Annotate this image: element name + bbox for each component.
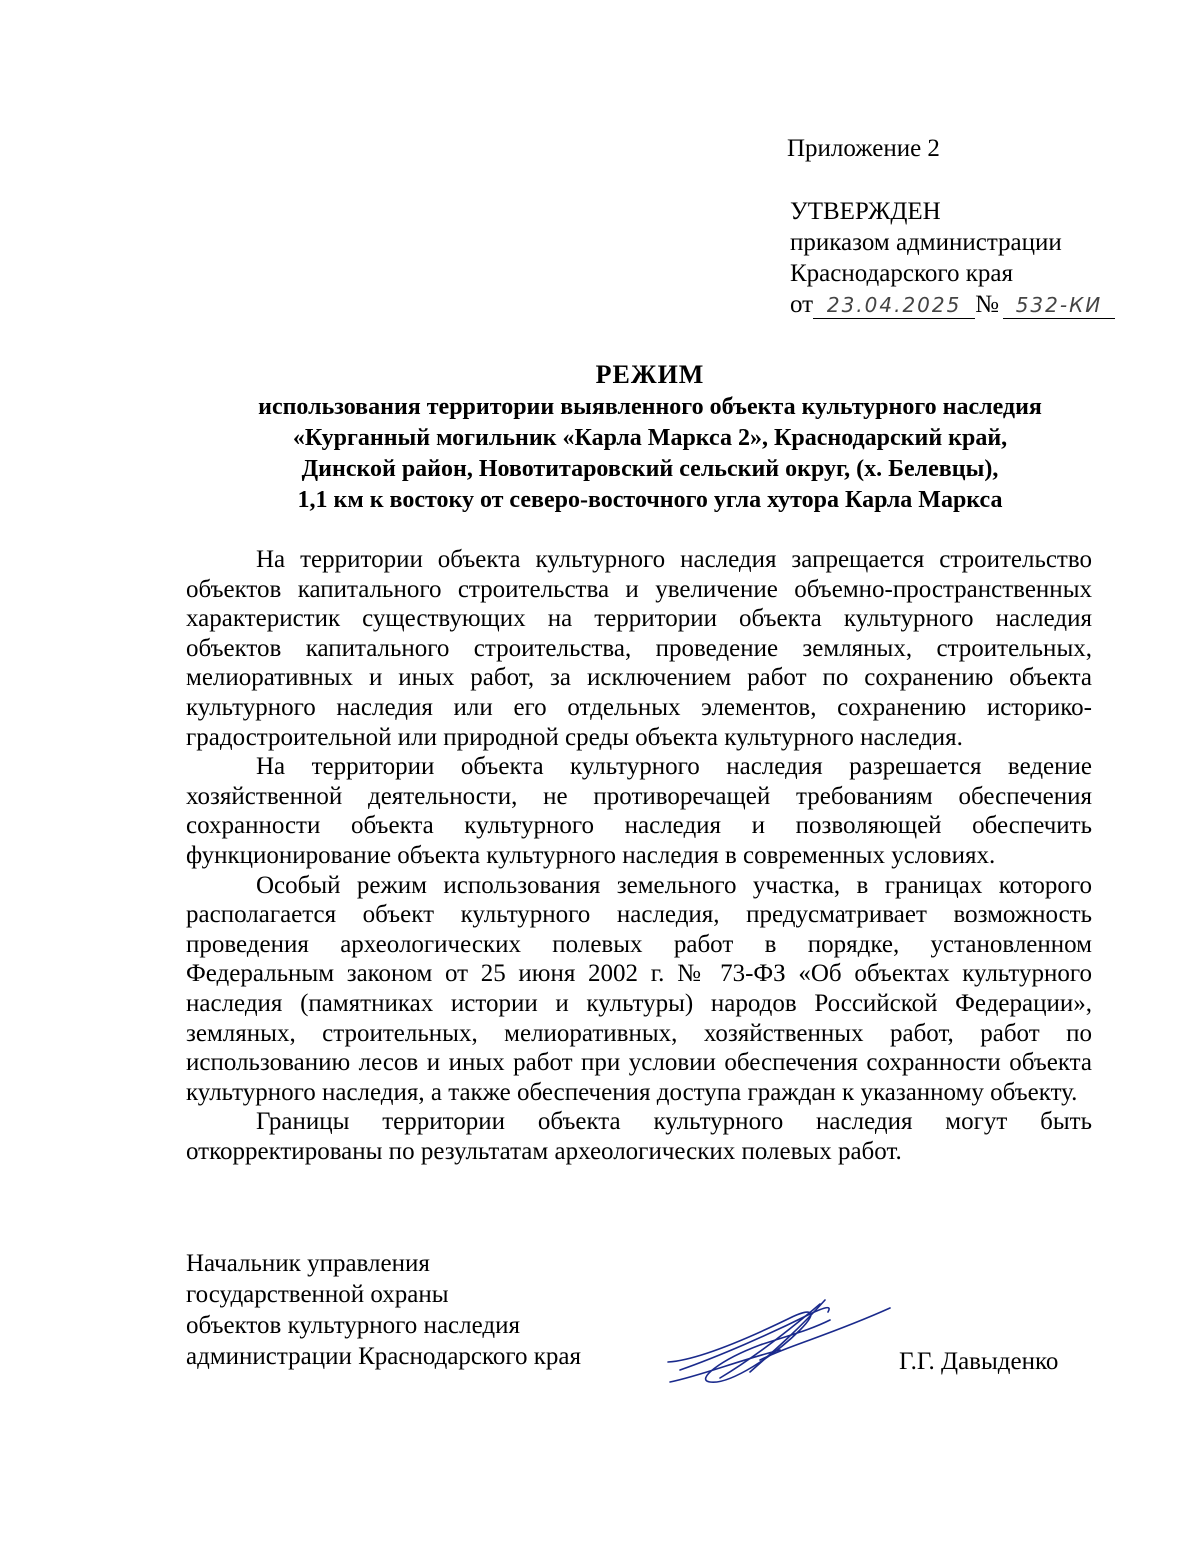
position-line: государственной охраны xyxy=(186,1281,449,1308)
approval-line-2: Краснодарского края xyxy=(790,260,1013,287)
body-paragraph: На территории объекта культурного наследия разрешается ведение хозяйственной деятельности, не противоречащей требованиям обеспечения сохранности объекта культурного наследия и позволяющей обеспечить функционирование объекта культурного наследия в современных условиях. xyxy=(186,753,1092,869)
document-title: РЕЖИМ xyxy=(595,360,705,389)
body-paragraph: Границы территории объекта культурного наследия могут быть откорректированы по результатам археологических полевых работ. xyxy=(186,1108,1092,1165)
signatory-position xyxy=(186,1248,581,1372)
document-header xyxy=(160,360,1140,516)
handwritten-signature xyxy=(660,1290,895,1400)
position-line: администрации Краснодарского края xyxy=(186,1343,582,1370)
document-body xyxy=(186,545,1092,1166)
order-date: 23.04.2025 xyxy=(813,292,975,319)
approval-line-1: приказом администрации xyxy=(790,229,1062,256)
position-line: Начальник управления xyxy=(186,1250,430,1277)
subtitle-line: Динской район, Новотитаровский сельский округ, (х. Белевцы), xyxy=(301,456,999,482)
approval-date-line xyxy=(790,289,1115,320)
document-subtitle xyxy=(160,392,1140,516)
number-prefix: № xyxy=(975,291,999,318)
subtitle-line: «Курганный могильник «Карла Маркса 2», Краснодарский край, xyxy=(292,425,1008,451)
order-number: 532-КИ xyxy=(1003,292,1115,319)
signatory-name: Г.Г. Давыденко xyxy=(899,1348,1059,1375)
date-prefix: от xyxy=(790,291,814,318)
subtitle-line: 1,1 км к востоку от северо-восточного угла хутора Карла Маркса xyxy=(297,487,1003,513)
approval-stamp xyxy=(790,196,1115,320)
approval-status: УТВЕРЖДЕН xyxy=(790,198,941,225)
appendix-label: Приложение 2 xyxy=(787,135,940,162)
subtitle-line: использования территории выявленного объекта культурного наследия xyxy=(258,394,1042,420)
position-line: объектов культурного наследия xyxy=(186,1312,520,1339)
body-paragraph: На территории объекта культурного наследия запрещается строительство объектов капитального строительства и увеличение объемно-пространственных характеристик существующих на территории объекта культурного наследия объектов капитального строительства, проведение земляных, строительных, мелиоративных и иных работ, за исключением работ по сохранению объекта культурного наследия или его отдельных элементов, сохранению историко-градостроительной или природной среды объекта культурного наследия. xyxy=(186,546,1092,751)
body-paragraph: Особый режим использования земельного участка, в границах которого располагается объект культурного наследия, предусматривает возможность проведения археологических полевых работ в порядке, установленном Федеральным законом от 25 июня 2002 г. № 73-ФЗ «Об объектах культурного наследия (памятниках истории и культуры) народов Российской Федерации», земляных, строительных, мелиоративных, хозяйственных работ, работ по использованию лесов и иных работ при условии обеспечения сохранности объекта культурного наследия, а также обеспечения доступа граждан к указанному объекту. xyxy=(186,871,1092,1106)
